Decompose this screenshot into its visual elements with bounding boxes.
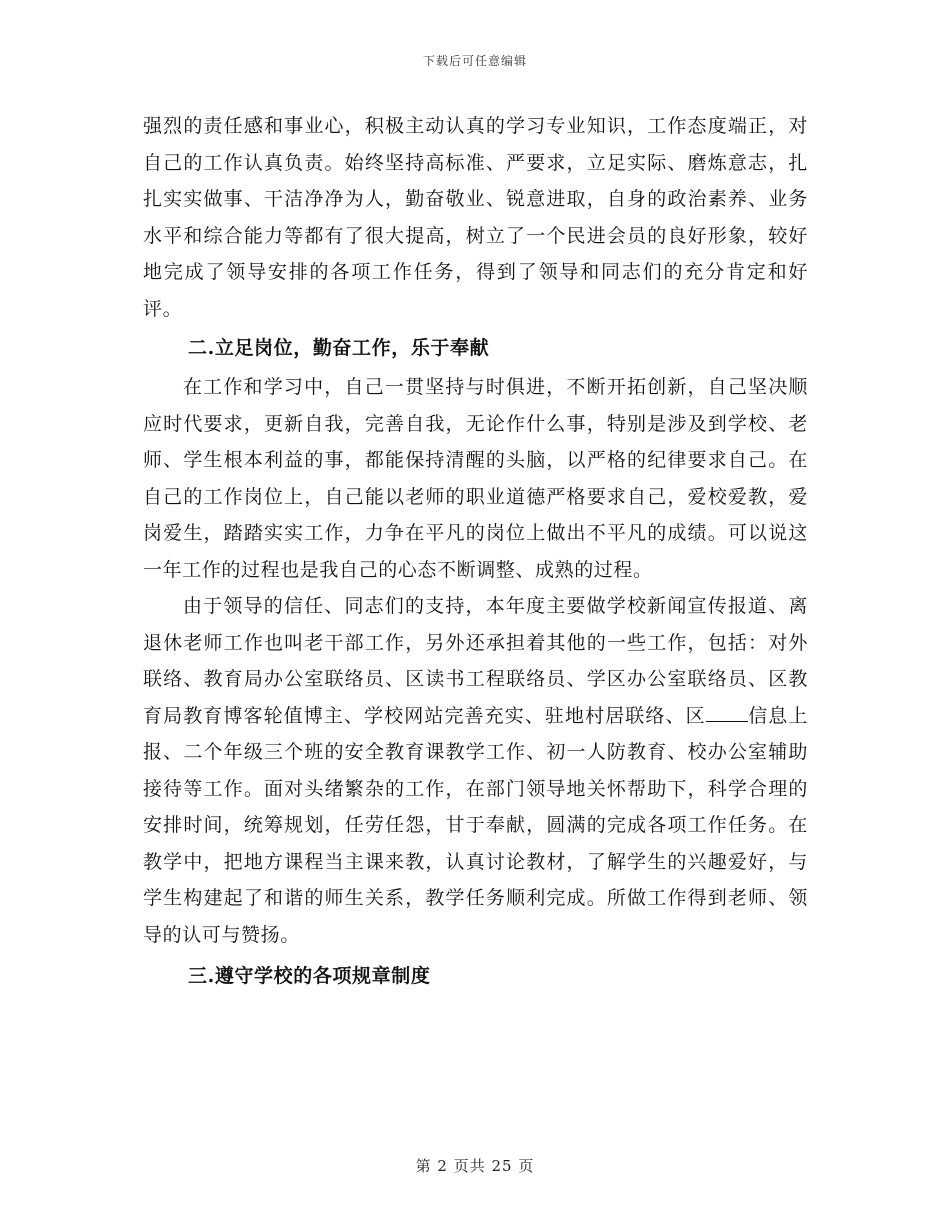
fill-in-blank	[706, 703, 748, 722]
section-heading-2: 二.立足岗位，勤奋工作，乐于奉献	[188, 337, 490, 359]
paragraph-duties	[143, 588, 808, 953]
paragraph-work-attitude: 在工作和学习中，自己一贯坚持与时俱进，不断开拓创新，自己坚决顺应时代要求，更新自我，完善自我，无论作什么事，特别是涉及到学校、老师、学生根本利益的事，都能保持清醒的头脑，以严格的纪律要求自己。在自己的工作岗位上，自己能以老师的职业道德严格要求自己，爱校爱教，爱岗爱生，踏踏实实工作，力争在平凡的岗位上做出不平凡的成绩。可以说这一年工作的过程也是我自己的心态不断调整、成熟的过程。	[143, 376, 808, 581]
page-footer: 第 2 页共 25 页	[415, 1157, 535, 1175]
page-header: 下载后可任意编辑	[422, 54, 527, 68]
paragraph-duties-part-1: 由于领导的信任、同志们的支持，本年度主要做学校新闻宣传报道、离退休老师工作也叫老干部工作，另外还承担着其他的一些工作，包括：对外联络、教育局办公室联络员、区读书工程联络员、学区办公室联络员、区教育局教育博客轮值博主、学校网站完善充实、驻地村居联络、区	[143, 595, 808, 727]
section-heading-3: 三.遵守学校的各项规章制度	[188, 965, 431, 987]
paragraph-continued: 强烈的责任感和事业心，积极主动认真的学习专业知识，工作态度端正，对自己的工作认真负责。始终坚持高标准、严要求，立足实际、磨炼意志，扎扎实实做事、干洁净净为人，勤奋敬业、锐意进取，自身的政治素养、业务水平和综合能力等都有了很大提高，树立了一个民进会员的良好形象，较好地完成了领导安排的各项工作任务，得到了领导和同志们的充分肯定和好评。	[143, 115, 808, 320]
document-body	[143, 108, 808, 997]
paragraph-duties-part-2: 信息上报、二个年级三个班的安全教育课教学工作、初一人防教育、校办公室辅助接待等工作。面对头绪繁杂的工作，在部门领导地关怀帮助下，科学合理的安排时间，统筹规划，任劳任怨，甘于奉献，圆满的完成各项工作任务。在教学中，把地方课程当主课来教，认真讨论教材，了解学生的兴趣爱好，与学生构建起了和谐的师生关系，教学任务顺利完成。所做工作得到老师、领导的认可与赞扬。	[143, 704, 808, 946]
